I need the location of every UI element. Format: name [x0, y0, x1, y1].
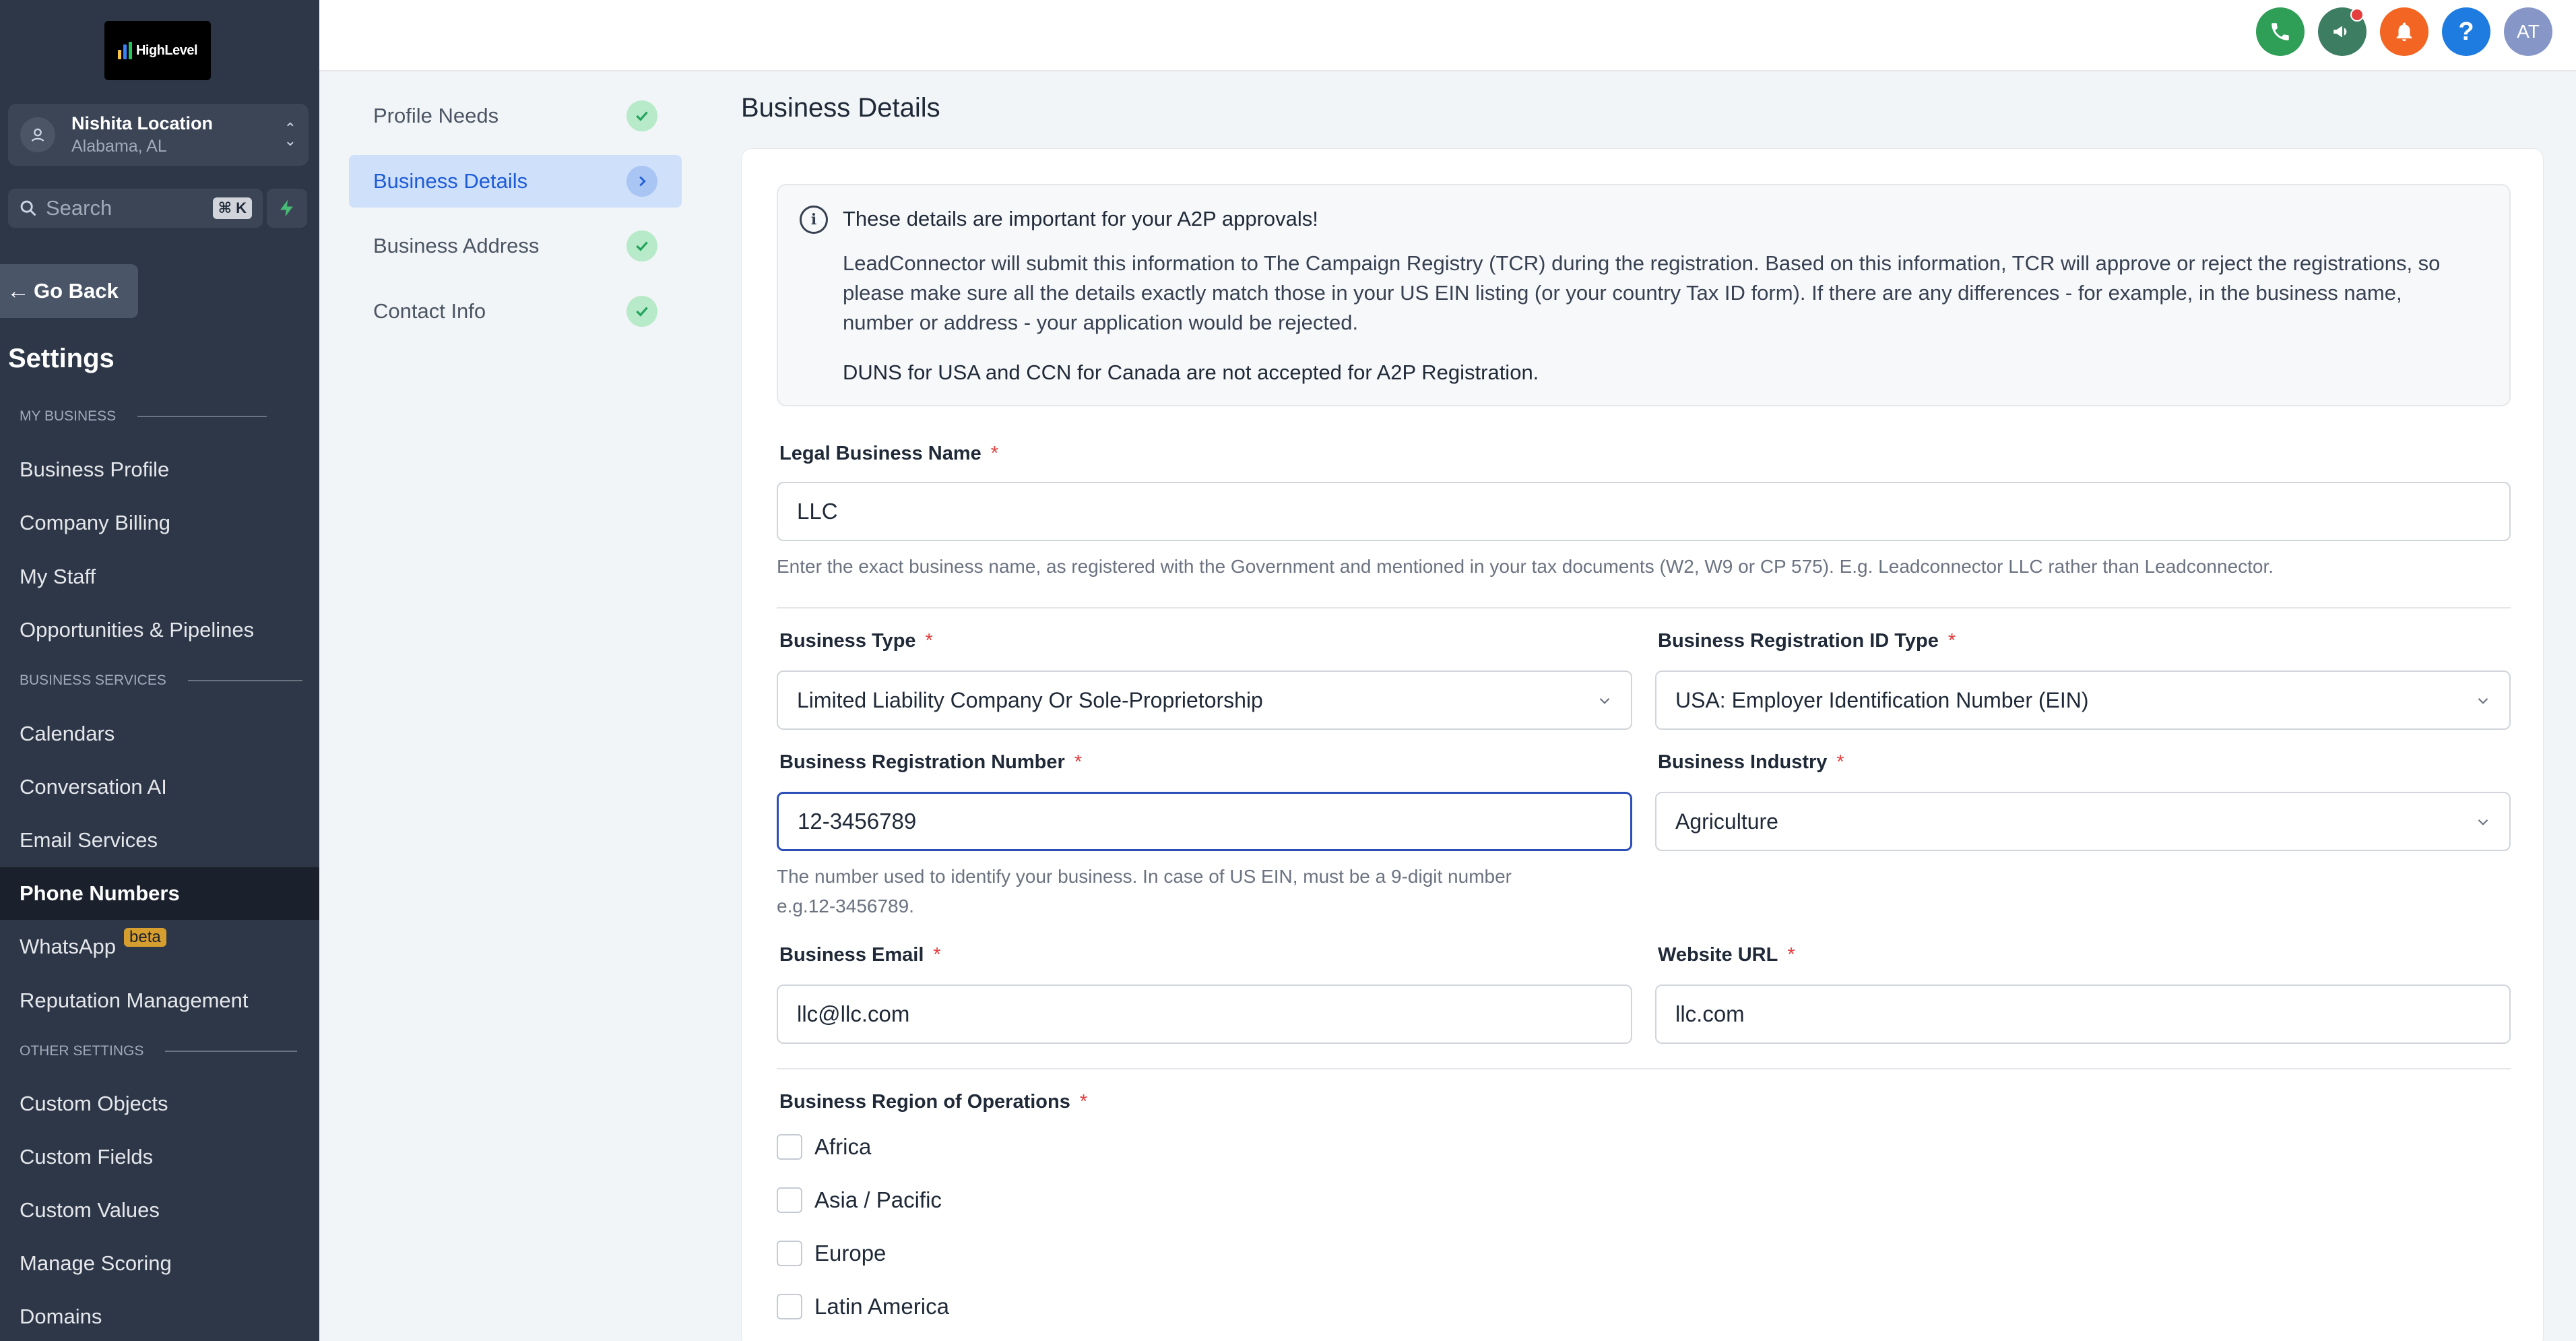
- sidebar-item-phone-numbers[interactable]: Phone Numbers: [0, 867, 319, 920]
- info-icon: i: [800, 206, 828, 234]
- search-shortcut: ⌘ K: [213, 197, 252, 219]
- arrow-left-icon: ←: [7, 278, 30, 304]
- location-icon: [20, 117, 55, 152]
- question-icon: ?: [2458, 17, 2474, 46]
- step-label: Business Address: [373, 234, 540, 257]
- sidebar-item-domains[interactable]: Domains: [20, 1305, 102, 1328]
- registration-id-type-label: Business Registration ID Type *: [1658, 630, 1956, 652]
- logo-text: HighLevel: [135, 42, 198, 58]
- business-industry-label: Business Industry *: [1658, 751, 1844, 773]
- go-back-button[interactable]: [0, 264, 138, 318]
- chevron-down-icon: [1596, 692, 1613, 710]
- business-details-card: [741, 148, 2544, 1341]
- sidebar-item-custom-values[interactable]: Custom Values: [20, 1198, 160, 1222]
- business-email-input[interactable]: llc@llc.com: [777, 985, 1632, 1044]
- help-button[interactable]: [2442, 7, 2490, 56]
- location-switcher[interactable]: [8, 104, 309, 166]
- region-option-label: Europe: [814, 1241, 887, 1266]
- sidebar-item-conversation-ai[interactable]: Conversation AI: [20, 775, 167, 799]
- search-icon: [19, 199, 38, 218]
- page-title: Business Details: [741, 93, 940, 123]
- business-email-label: Business Email *: [779, 944, 941, 966]
- legal-name-help: Enter the exact business name, as registered with the Government and mentioned in your tax documents (W2, W9 or CP 575). E.g. Leadconnector LLC rather than Leadconnector.: [777, 556, 2274, 577]
- region-option-label: Asia / Pacific: [814, 1187, 942, 1212]
- region-option-label: Africa: [814, 1134, 872, 1159]
- sidebar-title: Settings: [8, 344, 115, 373]
- checkbox[interactable]: [777, 1241, 802, 1266]
- checkbox[interactable]: [777, 1187, 802, 1213]
- step-contact-info[interactable]: [349, 285, 682, 338]
- registration-number-label: Business Registration Number *: [779, 751, 1083, 773]
- step-profile-needs[interactable]: [349, 90, 682, 142]
- bell-icon: [2393, 20, 2416, 44]
- region-option-label: Latin America: [814, 1294, 949, 1319]
- step-label: Business Details: [373, 169, 528, 193]
- sidebar-item-business-profile[interactable]: Business Profile: [20, 458, 170, 481]
- sidebar-item-manage-scoring[interactable]: Manage Scoring: [20, 1251, 172, 1275]
- sidebar-item-custom-fields[interactable]: Custom Fields: [20, 1145, 154, 1168]
- business-type-label: Business Type *: [779, 630, 933, 652]
- sidebar-item-custom-objects[interactable]: Custom Objects: [20, 1092, 168, 1115]
- chevron-down-icon: [2474, 813, 2492, 831]
- check-circle-icon: [626, 100, 657, 131]
- chevron-down-icon: [2474, 692, 2492, 710]
- step-label: Profile Needs: [373, 104, 499, 127]
- announcements-button[interactable]: [2318, 7, 2366, 56]
- quick-actions-button[interactable]: [267, 189, 307, 228]
- region-option[interactable]: [777, 1241, 886, 1266]
- section-divider: [777, 1068, 2511, 1069]
- check-circle-icon: [626, 230, 657, 261]
- phone-button[interactable]: [2256, 7, 2305, 56]
- search-input[interactable]: [8, 189, 263, 228]
- info-note: DUNS for USA and CCN for Canada are not accepted for A2P Registration.: [843, 361, 1539, 384]
- registration-number-input[interactable]: 12-3456789: [777, 792, 1632, 851]
- lightning-icon: [277, 197, 297, 220]
- sidebar-item-my-staff[interactable]: My Staff: [20, 565, 96, 588]
- info-title: These details are important for your A2P approvals!: [843, 207, 1318, 230]
- website-url-input[interactable]: llc.com: [1655, 985, 2511, 1044]
- region-option[interactable]: [777, 1134, 871, 1160]
- info-alert: [777, 184, 2511, 406]
- brand-logo[interactable]: [104, 21, 211, 80]
- sidebar-item-calendars[interactable]: Calendars: [20, 722, 115, 745]
- registration-id-type-select[interactable]: USA: Employer Identification Number (EIN): [1655, 670, 2511, 730]
- avatar[interactable]: [2504, 7, 2552, 56]
- info-body: LeadConnector will submit this information to The Campaign Registry (TCR) during the registration. Based on this information, TCR will approve or reject the registrations, so please make sure all the details exactly match those in your US EIN listing (or your country Tax ID form). If there are any differences - for example, in the business name, number or address - your application would be rejected.: [843, 251, 2441, 334]
- megaphone-icon: [2330, 20, 2354, 43]
- top-bar: [319, 0, 2576, 71]
- search-placeholder: Search: [46, 196, 112, 220]
- chevron-up-down-icon: ⌃ ⌄: [284, 120, 296, 149]
- notification-dot: [2350, 8, 2364, 22]
- region-option[interactable]: [777, 1187, 942, 1213]
- sidebar: [0, 0, 319, 1341]
- location-name: Nishita Location: [71, 113, 214, 133]
- step-business-details[interactable]: [349, 155, 682, 208]
- phone-icon: [2269, 20, 2292, 43]
- section-label-business-services: BUSINESS SERVICES: [20, 673, 302, 689]
- business-type-select[interactable]: Limited Liability Company Or Sole-Proprietorship: [777, 670, 1632, 730]
- legal-name-label: Legal Business Name *: [779, 443, 999, 464]
- section-label-other-settings: OTHER SETTINGS: [20, 1043, 297, 1059]
- section-divider: [777, 607, 2511, 609]
- sidebar-item-company-billing[interactable]: Company Billing: [20, 511, 170, 534]
- sidebar-item-reputation[interactable]: Reputation Management: [20, 989, 249, 1012]
- region-label: Business Region of Operations *: [779, 1091, 1088, 1113]
- avatar-initials: AT: [2517, 21, 2540, 42]
- business-industry-select[interactable]: Agriculture: [1655, 792, 2511, 851]
- step-label: Contact Info: [373, 299, 486, 323]
- sidebar-item-email-services[interactable]: Email Services: [20, 828, 158, 852]
- beta-badge: beta: [124, 928, 166, 947]
- sidebar-item-label: WhatsApp: [20, 935, 117, 958]
- checkbox[interactable]: [777, 1134, 802, 1160]
- sidebar-item-whatsapp[interactable]: [0, 921, 319, 973]
- section-label-my-business: MY BUSINESS: [20, 408, 267, 425]
- check-circle-icon: [626, 296, 657, 327]
- registration-number-help: The number used to identify your business. In case of US EIN, must be a 9-digit number e.g.12-3456789.: [777, 866, 1512, 916]
- logo-mark-icon: [118, 42, 132, 59]
- website-url-label: Website URL *: [1658, 944, 1795, 966]
- checkbox[interactable]: [777, 1294, 802, 1319]
- chevron-right-icon: [626, 166, 657, 197]
- legal-name-input[interactable]: LLC: [777, 482, 2511, 541]
- location-region: Alabama, AL: [71, 137, 167, 156]
- region-option[interactable]: [777, 1294, 949, 1319]
- notifications-button[interactable]: [2380, 7, 2428, 56]
- step-business-address[interactable]: [349, 220, 682, 272]
- go-back-label: Go Back: [34, 279, 119, 303]
- sidebar-item-opportunities[interactable]: Opportunities & Pipelines: [20, 618, 255, 642]
